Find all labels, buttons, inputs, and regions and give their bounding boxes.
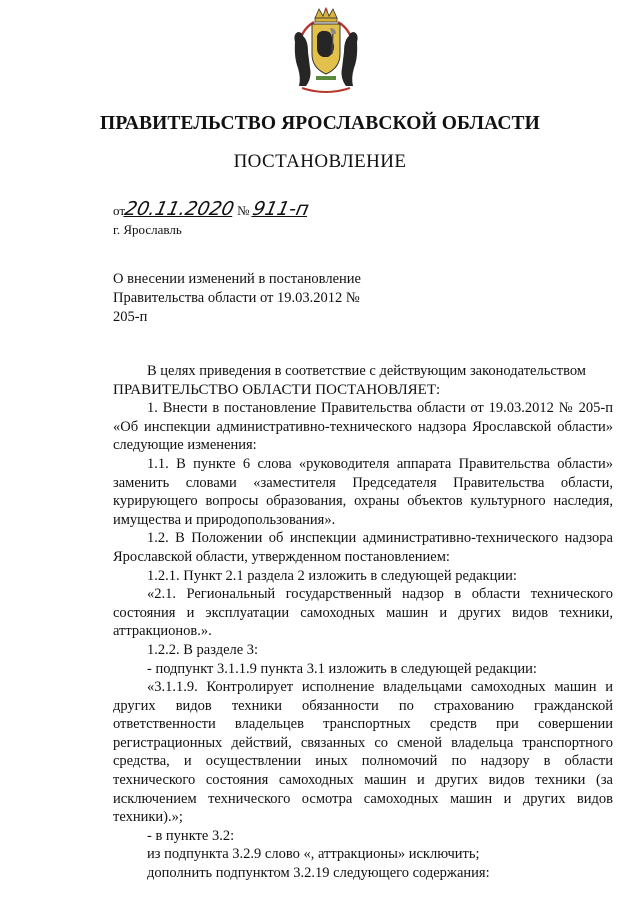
document-subject: О внесении изменений в постановление Правительства области от 19.03.2012 № 205-п [113,271,361,325]
coat-of-arms-icon [288,6,364,98]
number-label: № [237,203,250,218]
body-paragraph: 1.1. В пункте 6 слова «руководителя аппарата Правительства области» заменить словами «заместителя Председателя Правительства области, курирующего вопросы образования, охраны объектов культурного наследия, имущества и природопользования». [113,455,613,528]
org-title: ПРАВИТЕЛЬСТВО ЯРОСЛАВСКОЙ ОБЛАСТИ [100,113,540,134]
body-paragraph: дополнить подпунктом 3.2.19 следующего содержания: [147,865,490,882]
city-label: г. Ярославль [113,222,182,237]
body-paragraph: 1.2. В Положении об инспекции административно-технического надзора Ярославской области, утвержденном постановлением: [113,530,613,565]
body-paragraph: из подпункта 3.2.9 слово «, аттракционы» исключить; [147,846,480,863]
body-paragraph: 1.2.1. Пункт 2.1 раздела 2 изложить в следующей редакции: [147,567,517,584]
body-paragraph: «3.1.1.9. Контролирует исполнение владельцами самоходных машин и других видов техники обязанности по страхованию гражданской ответственности владельцев транспортных средств при совершении регистрационных действий, связанных со сменой владельца транспортного средства, и осуществлении иных полномочий по надзору в области технического состояния самоходных машин и других видов техники (за исключением технического осмотра самоходных машин и других видов техники).»; [113,679,613,826]
body-paragraph: «2.1. Региональный государственный надзор в области технического состояния и эксплуатации самоходных машин и других видов техники, аттракционов.». [113,586,613,640]
resolution-caption: ПРАВИТЕЛЬСТВО ОБЛАСТИ ПОСТАНОВЛЯЕТ: [113,381,441,398]
document-body [113,362,613,883]
number-value: 911-п [250,198,311,220]
date-label: от [113,203,126,218]
body-paragraph: В целях приведения в соответствие с действующим законодательством [147,363,586,379]
date-number-line [113,198,311,220]
body-paragraph: - в пункте 3.2: [147,827,235,844]
body-paragraph: 1. Внести в постановление Правительства области от 19.03.2012 № 205-п «Об инспекции административно-технического надзора Ярославской области» следующие изменения: [113,400,613,454]
body-paragraph: - подпункт 3.1.1.9 пункта 3.1 изложить в следующей редакции: [147,660,537,677]
date-value: 20.11.2020 [122,198,237,220]
body-paragraph: 1.2.2. В разделе 3: [147,641,259,658]
document-type: ПОСТАНОВЛЕНИЕ [233,151,407,172]
